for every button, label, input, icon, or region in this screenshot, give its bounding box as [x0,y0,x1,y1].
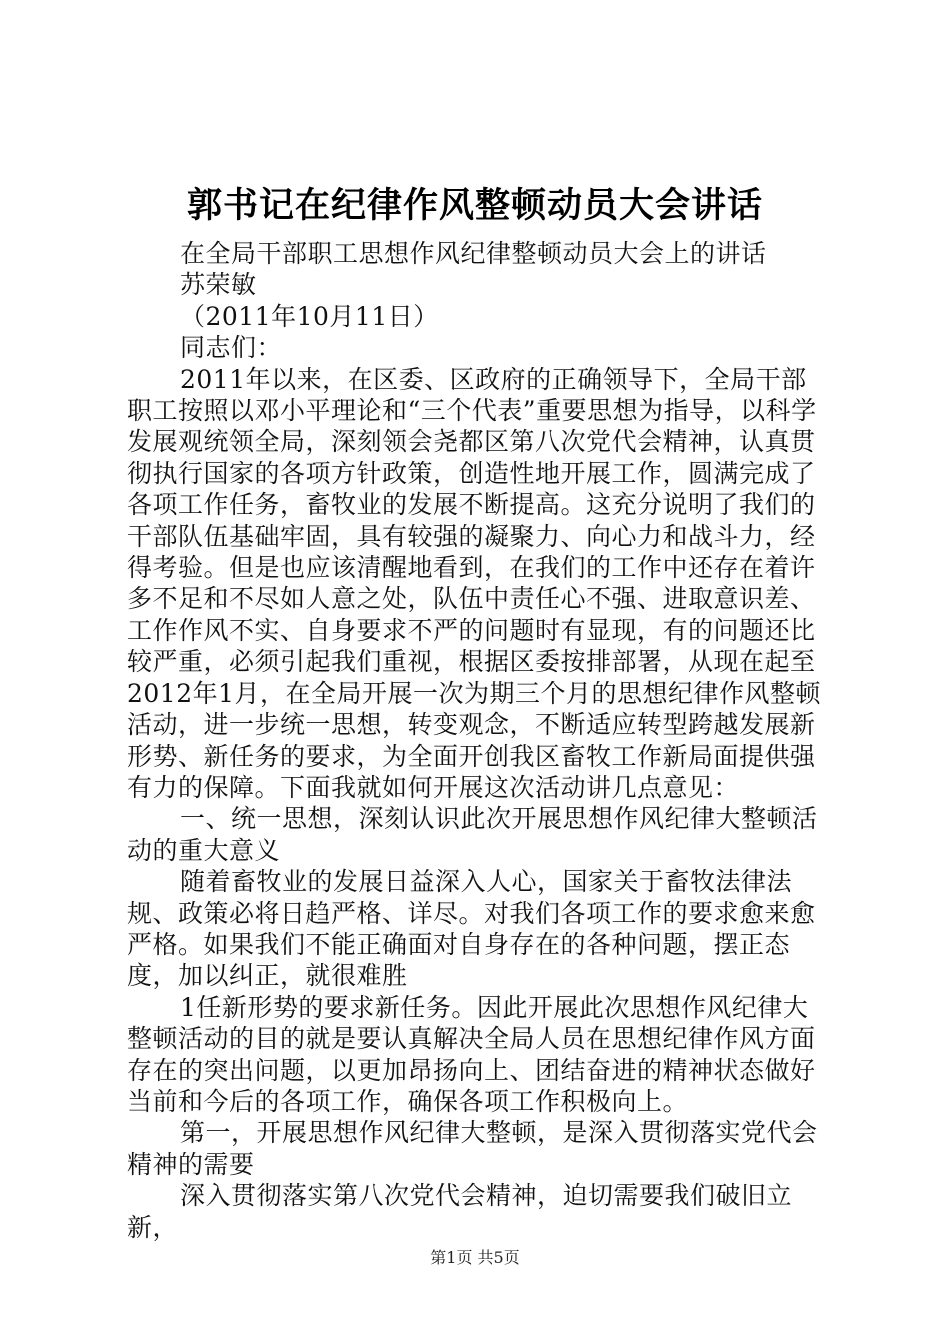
greeting: 同志们： [180,333,283,363]
paragraph: 深入贯彻落实第八次党代会精神，迫切需要我们破旧立新， [127,1181,793,1242]
section-heading: 一、统一思想，深刻认识此次开展思想作风纪律大整顿活动的重大意义 [127,804,818,865]
document-body [127,238,827,1243]
paragraph: 随着畜牧业的发展日益深入人心，国家关于畜牧法律法规、政策必将日趋严格、详尽。对我们各项工作的要求愈来愈严格。如果我们不能正确面对自身存在的各种问题，摆正态度，加以纠正，就很难胜 [127,867,816,991]
subtitle: 在全局干部职工思想作风纪律整顿动员大会上的讲话 [180,239,767,268]
speaker-name: 苏荣敏 [180,270,257,300]
paragraph: 2011年以来，在区委、区政府的正确领导下，全局干部职工按照以邓小平理论和“三个代表”重要思想为指导，以科学发展观统领全局，深刻领会尧都区第八次党代会精神，认真贯彻执行国家的各项方针政策，创造性地开展工作，圆满完成了各项工作任务，畜牧业的发展不断提高。这充分说明了我们的干部队伍基础牢固，具有较强的凝聚力、向心力和战斗力，经得考验。但是也应该清醒地看到，在我们的工作中还存在着许多不足和不尽如人意之处，队伍中责任心不强、进取意识差、工作作风不实、自身要求不严的问题时有显现，有的问题还比较严重，必须引起我们重视，根据区委按排部署，从现在起至2012年1月，在全局开展一次为期三个月的思想纪律作风整顿活动，进一步统一思想，转变观念，不断适应转型跨越发展新形势、新任务的要求，为全面开创我区畜牧工作新局面提供强有力的保障。下面我就如何开展这次活动讲几点意见： [127,364,822,802]
document-title: 郭书记在纪律作风整顿动员大会讲话 [186,186,763,226]
paragraph: 1任新形势的要求新任务。因此开展此次思想作风纪律大整顿活动的目的就是要认真解决全局人员在思想纪律作风方面存在的突出问题，以更加昂扬向上、团结奋进的精神状态做好当前和今后的各项工作，确保各项工作积极向上。 [127,992,816,1116]
section-heading: 第一，开展思想作风纪律大整顿，是深入贯彻落实党代会精神的需要 [127,1118,818,1179]
speech-date: （2011年10月11日） [180,301,439,331]
page-footer: 第1页 共5页 [430,1248,520,1267]
